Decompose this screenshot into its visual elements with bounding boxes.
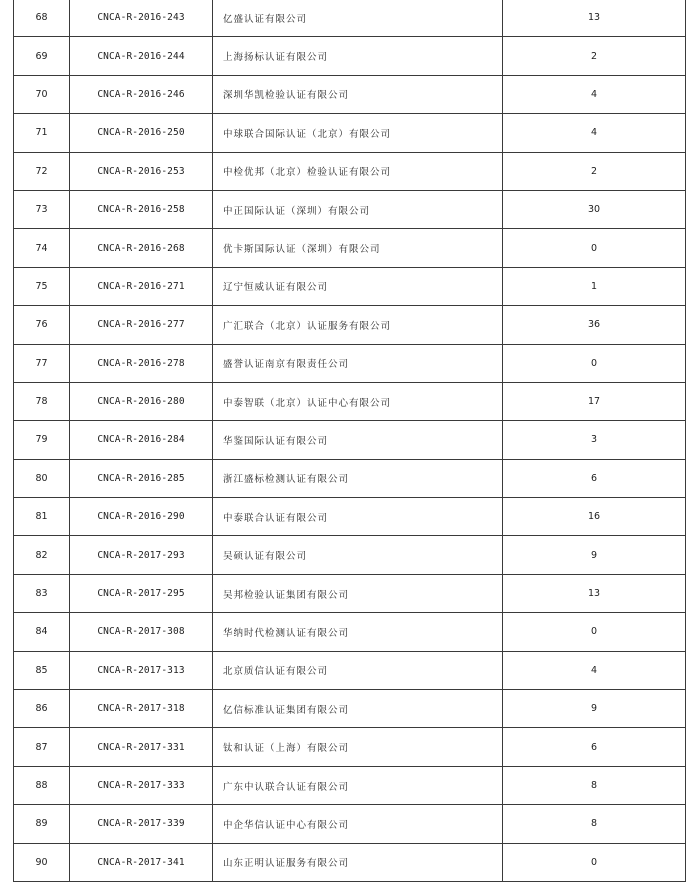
approval-code-cell: CNCA-R-2016-244: [70, 37, 213, 75]
row-number-cell: 70: [14, 75, 70, 113]
row-number-cell: 77: [14, 344, 70, 382]
table-row: [14, 0, 686, 37]
row-number-cell: 68: [14, 0, 70, 37]
approval-code-cell: CNCA-R-2016-285: [70, 459, 213, 497]
approval-code-cell: CNCA-R-2016-250: [70, 114, 213, 152]
approval-code-cell: CNCA-R-2016-246: [70, 75, 213, 113]
table-row: [14, 114, 686, 152]
approval-code-cell: CNCA-R-2017-331: [70, 728, 213, 766]
table-row: [14, 805, 686, 843]
organization-name-cell: 深圳华凯检验认证有限公司: [213, 75, 503, 113]
table-row: [14, 766, 686, 804]
approval-code-cell: CNCA-R-2017-333: [70, 766, 213, 804]
table-row: [14, 459, 686, 497]
table-row: [14, 190, 686, 228]
approval-code-cell: CNCA-R-2016-278: [70, 344, 213, 382]
count-cell: 9: [503, 690, 686, 728]
row-number-cell: 89: [14, 805, 70, 843]
approval-code-cell: CNCA-R-2016-290: [70, 498, 213, 536]
table-row: [14, 75, 686, 113]
table-row: [14, 613, 686, 651]
count-cell: 3: [503, 421, 686, 459]
approval-code-cell: CNCA-R-2017-295: [70, 574, 213, 612]
organization-name-cell: 吴硕认证有限公司: [213, 536, 503, 574]
table-row: [14, 344, 686, 382]
count-cell: 4: [503, 114, 686, 152]
table-row: [14, 728, 686, 766]
count-cell: 0: [503, 613, 686, 651]
approval-code-cell: CNCA-R-2016-253: [70, 152, 213, 190]
count-cell: 0: [503, 843, 686, 881]
row-number-cell: 83: [14, 574, 70, 612]
organization-name-cell: 中泰智联（北京）认证中心有限公司: [213, 382, 503, 420]
organization-name-cell: 广汇联合（北京）认证服务有限公司: [213, 306, 503, 344]
row-number-cell: 86: [14, 690, 70, 728]
table-row: [14, 651, 686, 689]
count-cell: 4: [503, 651, 686, 689]
organization-name-cell: 广东中认联合认证有限公司: [213, 766, 503, 804]
count-cell: 0: [503, 344, 686, 382]
approval-code-cell: CNCA-R-2016-277: [70, 306, 213, 344]
table-row: [14, 306, 686, 344]
approval-code-cell: CNCA-R-2016-243: [70, 0, 213, 37]
organization-name-cell: 中企华信认证中心有限公司: [213, 805, 503, 843]
approval-code-cell: CNCA-R-2017-341: [70, 843, 213, 881]
organization-name-cell: 浙江盛标检测认证有限公司: [213, 459, 503, 497]
table-row: [14, 574, 686, 612]
row-number-cell: 72: [14, 152, 70, 190]
organization-name-cell: 中正国际认证（深圳）有限公司: [213, 190, 503, 228]
table-row: [14, 843, 686, 881]
organization-name-cell: 中泰联合认证有限公司: [213, 498, 503, 536]
row-number-cell: 88: [14, 766, 70, 804]
row-number-cell: 84: [14, 613, 70, 651]
approval-code-cell: CNCA-R-2017-318: [70, 690, 213, 728]
row-number-cell: 71: [14, 114, 70, 152]
row-number-cell: 85: [14, 651, 70, 689]
organization-name-cell: 中检优邦（北京）检验认证有限公司: [213, 152, 503, 190]
approval-code-cell: CNCA-R-2017-293: [70, 536, 213, 574]
count-cell: 8: [503, 766, 686, 804]
table-row: [14, 267, 686, 305]
row-number-cell: 75: [14, 267, 70, 305]
certification-bodies-table: [13, 0, 686, 882]
row-number-cell: 87: [14, 728, 70, 766]
row-number-cell: 78: [14, 382, 70, 420]
organization-name-cell: 华纳时代检测认证有限公司: [213, 613, 503, 651]
row-number-cell: 90: [14, 843, 70, 881]
count-cell: 13: [503, 0, 686, 37]
organization-name-cell: 华鉴国际认证有限公司: [213, 421, 503, 459]
count-cell: 8: [503, 805, 686, 843]
table-row: [14, 536, 686, 574]
approval-code-cell: CNCA-R-2016-268: [70, 229, 213, 267]
row-number-cell: 76: [14, 306, 70, 344]
approval-code-cell: CNCA-R-2017-339: [70, 805, 213, 843]
table-row: [14, 152, 686, 190]
count-cell: 30: [503, 190, 686, 228]
organization-name-cell: 吴邦检验认证集团有限公司: [213, 574, 503, 612]
organization-name-cell: 钛和认证（上海）有限公司: [213, 728, 503, 766]
organization-name-cell: 上海扬标认证有限公司: [213, 37, 503, 75]
organization-name-cell: 亿信标准认证集团有限公司: [213, 690, 503, 728]
organization-name-cell: 辽宁恒威认证有限公司: [213, 267, 503, 305]
approval-code-cell: CNCA-R-2016-284: [70, 421, 213, 459]
table-row: [14, 498, 686, 536]
row-number-cell: 73: [14, 190, 70, 228]
count-cell: 13: [503, 574, 686, 612]
count-cell: 36: [503, 306, 686, 344]
count-cell: 4: [503, 75, 686, 113]
row-number-cell: 82: [14, 536, 70, 574]
count-cell: 16: [503, 498, 686, 536]
count-cell: 6: [503, 728, 686, 766]
table-row: [14, 37, 686, 75]
organization-name-cell: 北京质信认证有限公司: [213, 651, 503, 689]
count-cell: 0: [503, 229, 686, 267]
row-number-cell: 79: [14, 421, 70, 459]
count-cell: 17: [503, 382, 686, 420]
approval-code-cell: CNCA-R-2016-258: [70, 190, 213, 228]
row-number-cell: 80: [14, 459, 70, 497]
table-row: [14, 382, 686, 420]
table-row: [14, 421, 686, 459]
approval-code-cell: CNCA-R-2016-271: [70, 267, 213, 305]
row-number-cell: 74: [14, 229, 70, 267]
count-cell: 2: [503, 152, 686, 190]
organization-name-cell: 山东正明认证服务有限公司: [213, 843, 503, 881]
count-cell: 1: [503, 267, 686, 305]
count-cell: 6: [503, 459, 686, 497]
table-row: [14, 690, 686, 728]
approval-code-cell: CNCA-R-2016-280: [70, 382, 213, 420]
table-row: [14, 229, 686, 267]
organization-name-cell: 中球联合国际认证（北京）有限公司: [213, 114, 503, 152]
row-number-cell: 81: [14, 498, 70, 536]
count-cell: 2: [503, 37, 686, 75]
approval-code-cell: CNCA-R-2017-313: [70, 651, 213, 689]
approval-code-cell: CNCA-R-2017-308: [70, 613, 213, 651]
organization-name-cell: 盛誉认证南京有限责任公司: [213, 344, 503, 382]
organization-name-cell: 亿盛认证有限公司: [213, 0, 503, 37]
count-cell: 9: [503, 536, 686, 574]
organization-name-cell: 优卡斯国际认证（深圳）有限公司: [213, 229, 503, 267]
table-body: [14, 0, 686, 881]
row-number-cell: 69: [14, 37, 70, 75]
